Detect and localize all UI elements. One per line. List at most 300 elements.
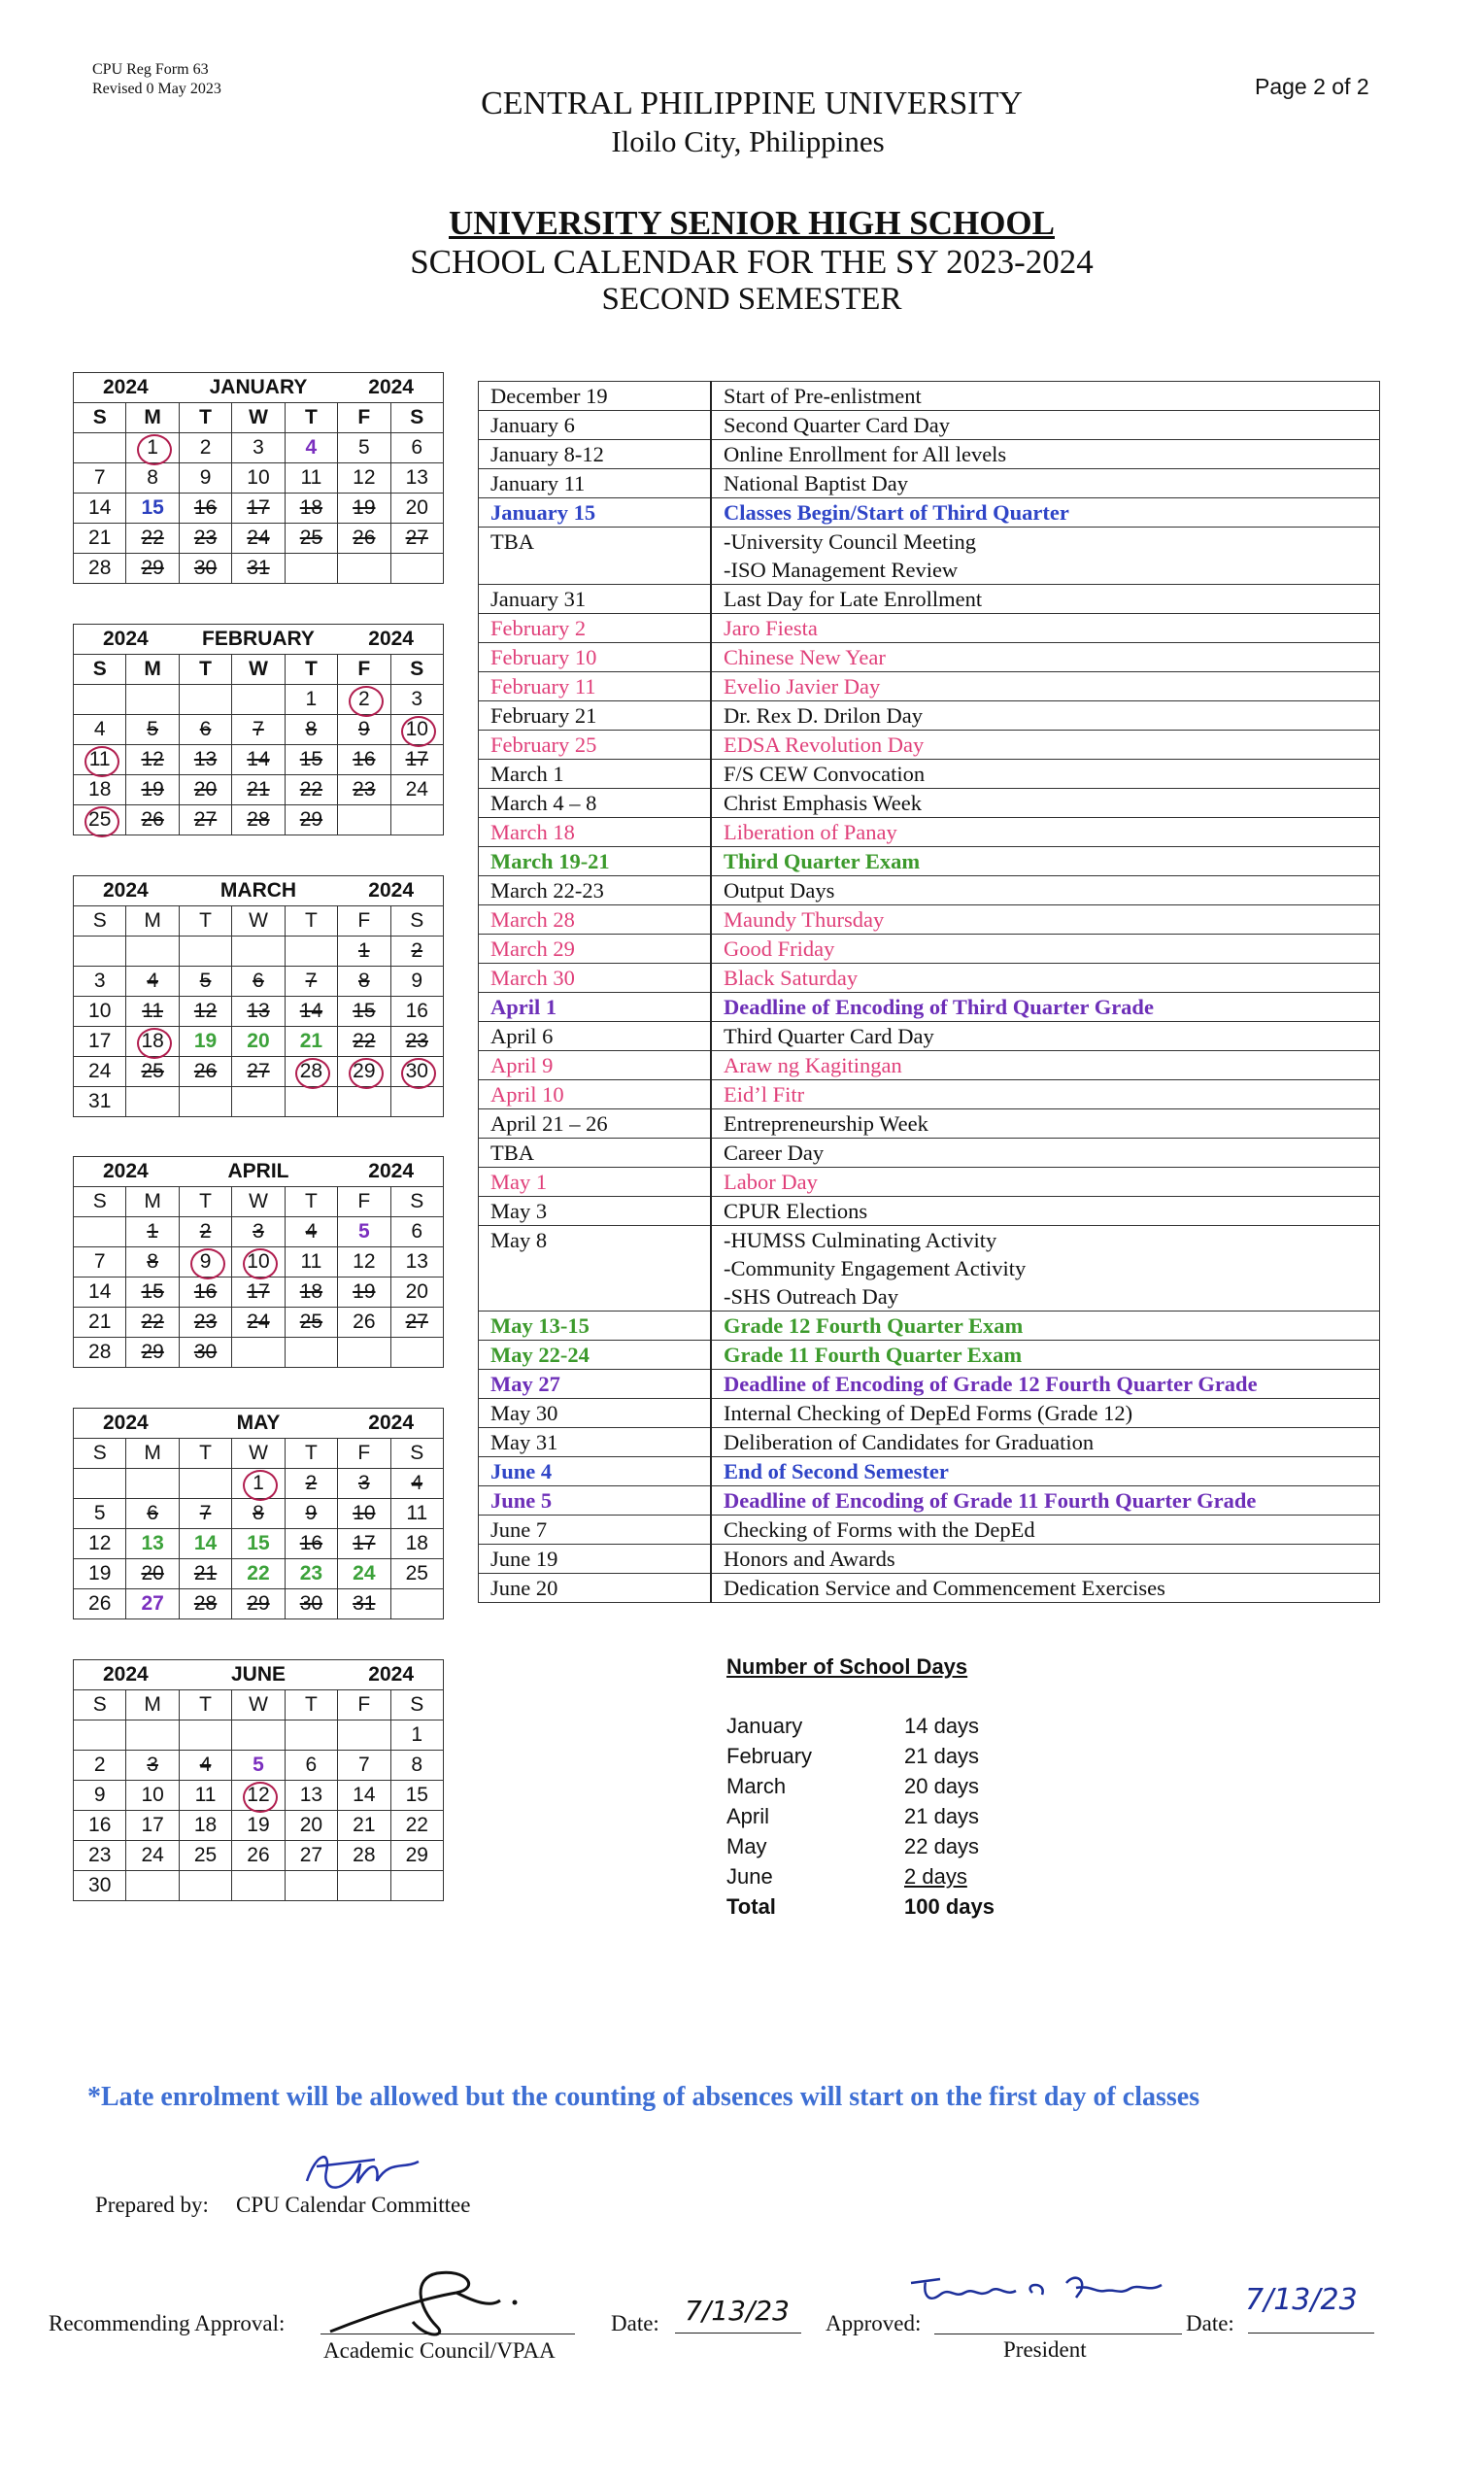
calendar-day	[179, 685, 231, 715]
calendar-day: 29	[285, 805, 337, 835]
calendar-day: 25	[285, 524, 337, 554]
event-date: May 31	[479, 1428, 712, 1457]
university-name: CENTRAL PHILIPPINE UNIVERSITY	[481, 85, 1023, 121]
calendar-day: 14	[74, 494, 126, 524]
calendar-day: 25	[285, 1308, 337, 1338]
calendar-day: 27	[232, 1057, 285, 1087]
event-date: June 19	[479, 1545, 712, 1574]
event-description: EDSA Revolution Day	[711, 731, 1380, 760]
calendar-january	[73, 372, 444, 584]
calendar-day: 19	[74, 1559, 126, 1589]
calendar-day	[232, 1338, 285, 1368]
prepared-by-name: CPU Calendar Committee	[236, 2193, 471, 2217]
calendar-day	[338, 1338, 390, 1368]
event-description: Labor Day	[711, 1168, 1380, 1197]
weekday-header: S	[390, 403, 443, 433]
event-date: May 8	[479, 1226, 712, 1312]
weekday-header: T	[179, 403, 231, 433]
event-date: March 4 – 8	[479, 789, 712, 818]
weekday-header: W	[232, 403, 285, 433]
weekday-header: T	[179, 1187, 231, 1217]
prepared-by-label: Prepared by:	[95, 2193, 209, 2217]
weekday-header: F	[338, 906, 390, 937]
event-description: Third Quarter Exam	[711, 847, 1380, 876]
calendar-day: 11	[390, 1499, 443, 1529]
calendar-day: 13	[390, 463, 443, 494]
weekday-header: F	[338, 1187, 390, 1217]
event-description: Liberation of Panay	[711, 818, 1380, 847]
calendar-day: 30	[179, 554, 231, 584]
calendar-day: 19	[338, 1278, 390, 1308]
calendar-february	[73, 624, 444, 835]
event-row	[479, 1139, 1380, 1168]
calendar-day: 21	[74, 1308, 126, 1338]
event-description: Start of Pre-enlistment	[711, 382, 1380, 411]
calendar-day: 8	[390, 1751, 443, 1781]
calendar-day: 13	[126, 1529, 179, 1559]
calendar-day: 16	[179, 1278, 231, 1308]
calendar-day: 10	[232, 463, 285, 494]
page-number: Page 2 of 2	[1255, 74, 1369, 99]
calendar-day: 27	[390, 1308, 443, 1338]
event-row	[479, 382, 1380, 411]
calendar-day: 21	[285, 1027, 337, 1057]
calendar-day: 7	[179, 1499, 231, 1529]
event-row	[479, 1312, 1380, 1341]
calendar-title: SCHOOL CALENDAR FOR THE SY 2023-2024	[410, 243, 1094, 281]
calendar-day: 20	[285, 1811, 337, 1841]
event-description: Evelio Javier Day	[711, 672, 1380, 701]
event-description: National Baptist Day	[711, 469, 1380, 498]
calendar-day: 2	[179, 1217, 231, 1247]
event-row	[479, 1051, 1380, 1080]
weekday-header: T	[285, 1439, 337, 1469]
calendar-day: 4	[390, 1469, 443, 1499]
calendar-day	[390, 805, 443, 835]
calendar-day	[390, 554, 443, 584]
weekday-header: T	[285, 906, 337, 937]
calendar-day: 15	[390, 1781, 443, 1811]
calendar-day	[285, 554, 337, 584]
weekday-header: S	[74, 1439, 126, 1469]
event-description: Dr. Rex D. Drilon Day	[711, 701, 1380, 731]
calendar-day: 22	[338, 1027, 390, 1057]
event-date: May 13-15	[479, 1312, 712, 1341]
weekday-header: S	[74, 906, 126, 937]
weekday-header: M	[126, 655, 179, 685]
weekday-header: T	[179, 1690, 231, 1720]
calendar-day: 29	[232, 1589, 285, 1619]
calendar-day	[390, 1589, 443, 1619]
calendar-day: 10	[232, 1247, 285, 1278]
calendar-day: 17	[74, 1027, 126, 1057]
event-description: Christ Emphasis Week	[711, 789, 1380, 818]
event-row	[479, 1109, 1380, 1139]
weekday-header: T	[285, 655, 337, 685]
event-description: Dedication Service and Commencement Exercises	[711, 1574, 1380, 1603]
event-description: F/S CEW Convocation	[711, 760, 1380, 789]
event-date: March 18	[479, 818, 712, 847]
weekday-header: M	[126, 1187, 179, 1217]
event-description: Last Day for Late Enrollment	[711, 585, 1380, 614]
calendar-month-name: MARCH	[219, 879, 297, 902]
event-date: May 22-24	[479, 1341, 712, 1370]
event-date: January 15	[479, 498, 712, 528]
calendar-day: 19	[179, 1027, 231, 1057]
weekday-header: T	[285, 403, 337, 433]
calendar-day: 17	[390, 745, 443, 775]
calendar-day	[126, 937, 179, 967]
event-description: -University Council Meeting -ISO Management Review	[711, 528, 1380, 585]
calendar-day: 12	[338, 1247, 390, 1278]
calendar-day: 11	[126, 997, 179, 1027]
event-date: TBA	[479, 528, 712, 585]
school-days-row	[726, 1744, 1018, 1774]
calendar-day: 20	[232, 1027, 285, 1057]
calendar-day: 23	[338, 775, 390, 805]
event-row	[479, 1226, 1380, 1312]
event-row	[479, 818, 1380, 847]
calendar-day: 1	[285, 685, 337, 715]
calendar-day: 25	[74, 805, 126, 835]
date-label-1: Date:	[611, 2311, 659, 2335]
calendar-day: 29	[338, 1057, 390, 1087]
calendar-day	[126, 1469, 179, 1499]
event-date: February 10	[479, 643, 712, 672]
weekday-header: F	[338, 655, 390, 685]
calendar-day: 15	[285, 745, 337, 775]
calendar-day: 4	[179, 1751, 231, 1781]
weekday-header: S	[74, 655, 126, 685]
calendar-day: 8	[338, 967, 390, 997]
calendar-day: 11	[285, 1247, 337, 1278]
calendar-day: 6	[390, 1217, 443, 1247]
calendar-day	[179, 1469, 231, 1499]
calendar-day	[232, 1871, 285, 1901]
form-revision: Revised 0 May 2023	[92, 81, 221, 97]
calendar-day: 17	[126, 1811, 179, 1841]
calendar-year: 2024	[103, 628, 149, 650]
calendar-day: 9	[179, 463, 231, 494]
event-date: May 27	[479, 1370, 712, 1399]
event-date: February 2	[479, 614, 712, 643]
calendar-day: 11	[179, 1781, 231, 1811]
event-row	[479, 876, 1380, 905]
event-date: April 9	[479, 1051, 712, 1080]
event-row	[479, 1457, 1380, 1486]
calendar-day: 27	[126, 1589, 179, 1619]
calendar-day: 29	[126, 1338, 179, 1368]
weekday-header: M	[126, 1690, 179, 1720]
calendar-day	[74, 433, 126, 463]
school-days-row	[726, 1864, 1018, 1894]
weekday-header: T	[179, 655, 231, 685]
event-date: April 1	[479, 993, 712, 1022]
calendar-day	[74, 685, 126, 715]
school-days-month: June	[726, 1864, 773, 1889]
weekday-header: M	[126, 906, 179, 937]
calendar-month-name: JANUARY	[209, 376, 308, 398]
calendar-day: 23	[285, 1559, 337, 1589]
calendar-day: 8	[126, 463, 179, 494]
calendar-day: 17	[232, 494, 285, 524]
calendar-month-name: APRIL	[227, 1160, 289, 1182]
calendar-day	[232, 1087, 285, 1117]
calendar-day: 9	[179, 1247, 231, 1278]
calendar-day	[126, 685, 179, 715]
calendar-day: 20	[179, 775, 231, 805]
calendar-day	[285, 1720, 337, 1751]
calendar-day: 5	[126, 715, 179, 745]
calendar-day: 5	[74, 1499, 126, 1529]
event-date: May 3	[479, 1197, 712, 1226]
weekday-header: S	[390, 655, 443, 685]
calendar-day: 23	[179, 1308, 231, 1338]
event-description: Checking of Forms with the DepEd	[711, 1516, 1380, 1545]
calendar-year: 2024	[103, 376, 149, 398]
school-days-title: Number of School Days	[726, 1654, 968, 1679]
calendar-day: 6	[126, 1499, 179, 1529]
university-city: Iloilo City, Philippines	[611, 124, 885, 158]
event-date: March 19-21	[479, 847, 712, 876]
calendar-day: 26	[179, 1057, 231, 1087]
calendar-day: 24	[338, 1559, 390, 1589]
event-description: Third Quarter Card Day	[711, 1022, 1380, 1051]
event-description: CPUR Elections	[711, 1197, 1380, 1226]
calendar-march	[73, 875, 444, 1117]
weekday-header: S	[74, 403, 126, 433]
calendar-day: 6	[390, 433, 443, 463]
event-date: January 6	[479, 411, 712, 440]
calendar-year: 2024	[103, 1160, 149, 1182]
weekday-header: S	[390, 1690, 443, 1720]
calendar-day: 28	[74, 1338, 126, 1368]
weekday-header: T	[285, 1690, 337, 1720]
calendar-day	[232, 937, 285, 967]
events-table	[478, 381, 1380, 1603]
calendar-day	[285, 1871, 337, 1901]
school-days-count: 22 days	[904, 1834, 980, 1858]
calendar-day	[179, 1720, 231, 1751]
calendar-day: 26	[232, 1841, 285, 1871]
calendar-day: 2	[285, 1469, 337, 1499]
event-date: March 30	[479, 964, 712, 993]
event-description: Chinese New Year	[711, 643, 1380, 672]
weekday-header: S	[390, 906, 443, 937]
calendar-day: 2	[179, 433, 231, 463]
event-row	[479, 1080, 1380, 1109]
calendar-day	[338, 805, 390, 835]
event-description: Araw ng Kagitingan	[711, 1051, 1380, 1080]
calendar-day: 14	[338, 1781, 390, 1811]
calendar-year: 2024	[368, 879, 414, 902]
weekday-header: T	[179, 906, 231, 937]
recommending-label: Recommending Approval:	[49, 2311, 286, 2335]
calendar-day: 19	[338, 494, 390, 524]
event-row	[479, 993, 1380, 1022]
weekday-header: W	[232, 655, 285, 685]
event-row	[479, 1341, 1380, 1370]
event-date: June 4	[479, 1457, 712, 1486]
calendar-day: 10	[126, 1781, 179, 1811]
calendar-day	[285, 1338, 337, 1368]
calendar-day: 2	[390, 937, 443, 967]
calendar-day: 9	[390, 967, 443, 997]
calendar-day: 28	[232, 805, 285, 835]
calendar-day: 29	[126, 554, 179, 584]
calendar-day: 26	[338, 1308, 390, 1338]
calendar-day: 18	[179, 1811, 231, 1841]
event-row	[479, 1428, 1380, 1457]
event-row	[479, 585, 1380, 614]
event-date: January 8-12	[479, 440, 712, 469]
calendar-april	[73, 1156, 444, 1368]
calendar-day: 7	[338, 1751, 390, 1781]
school-days-row	[726, 1804, 1018, 1834]
approved-name: President	[1003, 2337, 1087, 2362]
event-description: Online Enrollment for All levels	[711, 440, 1380, 469]
calendar-day: 22	[232, 1559, 285, 1589]
event-description: Honors and Awards	[711, 1545, 1380, 1574]
event-description: Maundy Thursday	[711, 905, 1380, 935]
calendar-day: 11	[285, 463, 337, 494]
calendar-year: 2024	[368, 1160, 414, 1182]
date-value-2: 7/13/23	[1245, 2283, 1358, 2317]
event-date: March 29	[479, 935, 712, 964]
event-date: March 22-23	[479, 876, 712, 905]
calendar-day: 23	[74, 1841, 126, 1871]
calendar-day: 16	[179, 494, 231, 524]
school-days-month: January	[726, 1714, 803, 1738]
event-date: March 28	[479, 905, 712, 935]
school-days-count: 2 days	[904, 1864, 967, 1889]
weekday-header: S	[74, 1690, 126, 1720]
event-row	[479, 731, 1380, 760]
calendar-day	[338, 1087, 390, 1117]
event-description: Grade 11 Fourth Quarter Exam	[711, 1341, 1380, 1370]
calendar-day	[390, 1871, 443, 1901]
school-days-month: February	[726, 1744, 813, 1768]
event-description: -HUMSS Culminating Activity -Community Engagement Activity -SHS Outreach Day	[711, 1226, 1380, 1312]
late-enrolment-note: *Late enrolment will be allowed but the counting of absences will start on the first day of classes	[87, 2082, 1200, 2112]
calendar-day: 7	[285, 967, 337, 997]
calendar-year: 2024	[368, 1412, 414, 1434]
calendar-day: 20	[390, 1278, 443, 1308]
event-row	[479, 760, 1380, 789]
calendar-day: 15	[232, 1529, 285, 1559]
event-description: End of Second Semester	[711, 1457, 1380, 1486]
weekday-header: T	[179, 1439, 231, 1469]
event-description: Eid’l Fitr	[711, 1080, 1380, 1109]
calendar-day: 13	[285, 1781, 337, 1811]
calendar-year: 2024	[103, 1663, 149, 1686]
calendar-day: 5	[232, 1751, 285, 1781]
event-row	[479, 1486, 1380, 1516]
weekday-header: S	[390, 1187, 443, 1217]
calendar-day: 4	[74, 715, 126, 745]
calendar-day	[338, 554, 390, 584]
calendar-day: 22	[126, 524, 179, 554]
event-row	[479, 672, 1380, 701]
event-description: Grade 12 Fourth Quarter Exam	[711, 1312, 1380, 1341]
weekday-header: F	[338, 403, 390, 433]
calendar-day	[179, 1087, 231, 1117]
event-description: Deliberation of Candidates for Graduation	[711, 1428, 1380, 1457]
date-value-1: 7/13/23	[685, 2295, 790, 2327]
calendar-day: 21	[179, 1559, 231, 1589]
calendar-day: 14	[74, 1278, 126, 1308]
event-date: June 7	[479, 1516, 712, 1545]
calendar-day: 31	[338, 1589, 390, 1619]
prepared-signature	[287, 2142, 433, 2200]
calendar-day	[179, 1871, 231, 1901]
calendar-day: 29	[390, 1841, 443, 1871]
calendar-year: 2024	[103, 879, 149, 902]
event-row	[479, 964, 1380, 993]
calendar-day: 6	[285, 1751, 337, 1781]
school-name: UNIVERSITY SENIOR HIGH SCHOOL	[449, 204, 1055, 242]
calendar-day: 31	[74, 1087, 126, 1117]
event-row	[479, 789, 1380, 818]
calendar-day: 5	[338, 1217, 390, 1247]
calendar-day	[126, 1871, 179, 1901]
calendar-day: 1	[126, 433, 179, 463]
event-description: Good Friday	[711, 935, 1380, 964]
calendar-day: 22	[285, 775, 337, 805]
calendar-year: 2024	[368, 628, 414, 650]
event-row	[479, 469, 1380, 498]
calendar-day	[390, 1338, 443, 1368]
calendar-day: 24	[126, 1841, 179, 1871]
event-date: March 1	[479, 760, 712, 789]
calendar-day: 21	[74, 524, 126, 554]
event-row	[479, 935, 1380, 964]
calendar-day: 24	[232, 1308, 285, 1338]
school-days-count: 14 days	[904, 1714, 980, 1738]
calendar-day: 12	[338, 463, 390, 494]
event-row	[479, 498, 1380, 528]
calendar-day: 19	[126, 775, 179, 805]
event-date: June 5	[479, 1486, 712, 1516]
calendar-day: 23	[179, 524, 231, 554]
calendar-day: 28	[285, 1057, 337, 1087]
event-description: Black Saturday	[711, 964, 1380, 993]
event-description: Entrepreneurship Week	[711, 1109, 1380, 1139]
school-days-total	[726, 1894, 1018, 1925]
calendar-day: 16	[285, 1529, 337, 1559]
calendar-day: 12	[179, 997, 231, 1027]
calendar-day: 30	[390, 1057, 443, 1087]
calendar-day: 13	[232, 997, 285, 1027]
calendar-day: 4	[285, 433, 337, 463]
event-date: May 30	[479, 1399, 712, 1428]
date-label-2: Date:	[1186, 2311, 1234, 2335]
school-days-month: March	[726, 1774, 787, 1798]
event-description: Output Days	[711, 876, 1380, 905]
calendar-year: 2024	[368, 1663, 414, 1686]
event-date: January 31	[479, 585, 712, 614]
school-days-total-value: 100 days	[904, 1894, 995, 1919]
calendar-day: 25	[390, 1559, 443, 1589]
calendar-day: 18	[285, 494, 337, 524]
calendar-day: 1	[126, 1217, 179, 1247]
event-date: April 10	[479, 1080, 712, 1109]
event-row	[479, 1197, 1380, 1226]
calendar-day: 16	[338, 745, 390, 775]
event-row	[479, 643, 1380, 672]
school-days-count: 21 days	[904, 1744, 980, 1768]
calendar-day: 30	[285, 1589, 337, 1619]
